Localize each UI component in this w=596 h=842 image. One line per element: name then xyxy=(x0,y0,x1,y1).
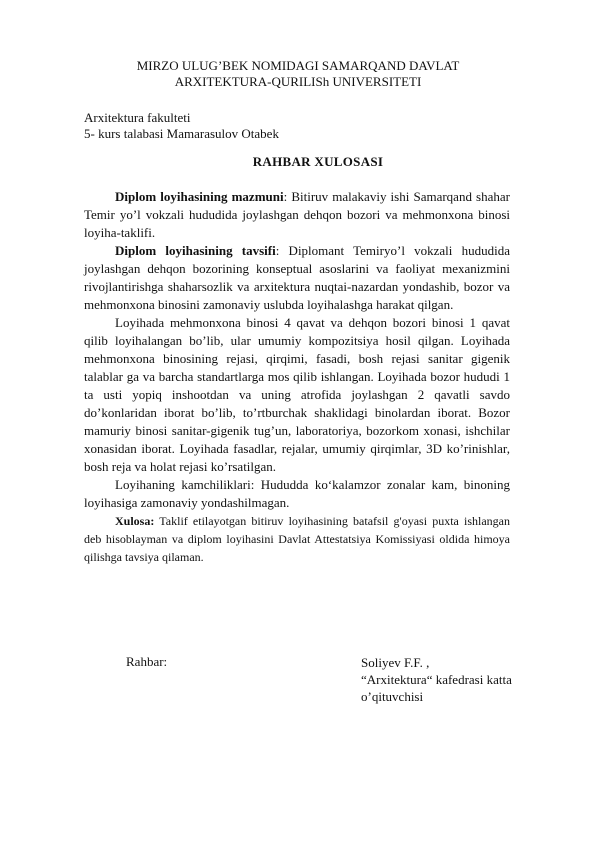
student-line: 5- kurs talabasi Mamarasulov Otabek xyxy=(84,126,279,141)
content-label: Diplom loyihasining mazmuni xyxy=(115,189,284,204)
supervisor-department: “Arxitektura“ kafedrasi katta xyxy=(361,672,512,687)
supervisor-name: Soliyev F.F. , xyxy=(361,655,430,670)
supervisor-label: Rahbar: xyxy=(126,654,168,669)
content-text: : Bitiruv malakaviy ishi Samarqand shahar Temir yo’l vokzali hududida joylashgan dehqon bozori va mehmonxona binosi loyiha-taklifi. xyxy=(84,189,510,240)
student-info xyxy=(84,110,279,142)
paragraph-shortcomings: Loyihaning kamchiliklari: Hududda ko‘kalamzor zonalar kam, binoning loyihasiga zamonaviy yondashilmagan. xyxy=(84,477,510,510)
document-title: RAHBAR XULOSASI xyxy=(252,154,384,169)
description-label: Diplom loyihasining tavsifi xyxy=(115,243,276,258)
header-line-1: MIRZO ULUG’BEK NOMIDAGI SAMARQAND DAVLAT xyxy=(136,58,460,73)
university-header xyxy=(0,58,596,90)
paragraph-conclusion xyxy=(84,512,510,566)
supervisor-position: o’qituvchisi xyxy=(361,689,424,704)
conclusion-label: Xulosa: xyxy=(115,514,155,528)
supervisor-details xyxy=(361,654,512,705)
description-text: : Diplomant Temiryo’l vokzali hududida joylashgan dehqon bozorining konseptual asoslarini va faoliyat mexanizmini rivojlantirishga shaharsozlik va arxitektura nuqtai-nazardan yondashib, bozor va mehmonxona binosini zamonaviy uslubda loyihalashga harakat qilgan. xyxy=(84,243,510,312)
faculty-line: Arxitektura fakulteti xyxy=(84,110,191,125)
paragraph-description xyxy=(84,242,510,314)
paragraph-content xyxy=(84,188,510,242)
document-body xyxy=(84,188,510,566)
header-line-2: ARXITEKTURA-QURILISh UNIVERSITETI xyxy=(174,74,422,89)
paragraph-project-details: Loyihada mehmonxona binosi 4 qavat va dehqon bozori binosi 1 qavat qilib loyihalangan bo’lib, ular umumiy kompozitsiya hosil qilgan. Loyihada mehmonxona binosining rejasi, qirqimi, fasadi, bosh rejasi sanitar gigenik talablar ga va barcha standartlarga mos qilib ishlangan. Loyihada bozor hududi 1 ta usti yopiq inshootdan va uning atrofida joylashgan 2 qavatli savdo do’konlaridan iborat bo’lib, to’rtburchak shaklidagi binolardan iborat. Bozor mamuriy binosi sanitar-gigenik tug’un, laboratoriya, bozorkom xonasi, ishchilar xonasidan iborat. Loyihada fasadlar, rejalar, umumiy qirqimlar, 3D ko’rinishlar, bosh reja va holat rejasi ko’rsatilgan. xyxy=(84,315,510,474)
conclusion-text: Taklif etilayotgan bitiruv loyihasining batafsil g'oyasi puxta ishlangan deb hisoblayman va diplom loyihasini Davlat Attestatsiya Komissiyasi oldida himoya qilishga tavsiya qilaman. xyxy=(84,514,510,564)
